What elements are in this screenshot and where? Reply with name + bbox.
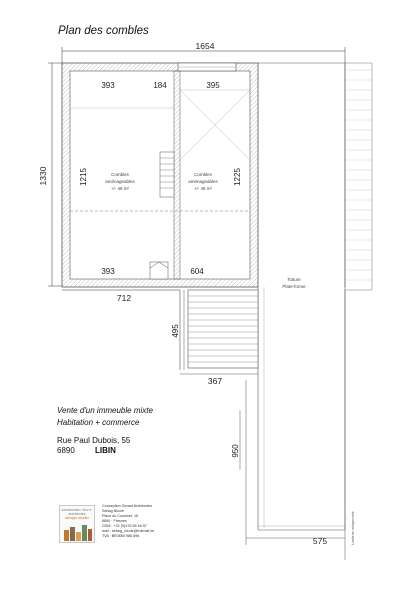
svg-text:Combles: Combles xyxy=(111,172,129,177)
svg-text:aménageables: aménageables xyxy=(188,179,218,184)
building-walls xyxy=(62,63,258,287)
firm-line-6: mail : sébag_nicole@hotmail.be xyxy=(102,529,155,533)
boundary-label: Limite de mitoyenneté xyxy=(351,511,355,545)
svg-text:+/- 46 m²: +/- 46 m² xyxy=(110,186,130,191)
firm-line-5: GSM : +32 (0)476 58 48 97 xyxy=(102,524,147,528)
left-room-top-width: 393 xyxy=(101,81,115,90)
stair-width-label: 367 xyxy=(207,376,223,386)
roof-label xyxy=(282,277,306,289)
svg-text:Plate-forme: Plate-forme xyxy=(282,284,306,289)
firm-logo-brand: design studio xyxy=(65,515,89,520)
building-depth-label: 712 xyxy=(116,293,132,303)
stair-width-dimension xyxy=(180,374,258,386)
terrace-width-label: 575 xyxy=(312,536,328,546)
svg-text:+/- 46 m²: +/- 46 m² xyxy=(193,186,213,191)
overall-height-dimension xyxy=(38,63,62,286)
firm-logo-art xyxy=(63,524,93,541)
roof-terrace xyxy=(258,63,372,530)
terrace-length-label: 950 xyxy=(231,444,240,458)
stair-length-label: 495 xyxy=(171,324,180,338)
firm-logo xyxy=(59,505,95,543)
svg-text:aménageables: aménageables xyxy=(105,179,135,184)
overall-height-label: 1330 xyxy=(38,166,48,186)
boundary-line xyxy=(345,290,355,560)
right-room-bottom-width: 604 xyxy=(190,267,204,276)
firm-line-3: Place du Cousinet, 16 xyxy=(102,514,139,518)
project-postcode: 6890 xyxy=(57,446,75,455)
overall-width-dimension xyxy=(62,41,345,63)
svg-text:Combles: Combles xyxy=(194,172,212,177)
building-depth-dimension xyxy=(62,290,180,303)
left-room-height: 1215 xyxy=(79,168,88,186)
firm-line-4: 6890 · Fresnes xyxy=(102,519,127,523)
firm-line-7: TVA : BE0650 988 898 xyxy=(102,534,140,538)
firm-logo-text: construction ·éco·n· architectes xyxy=(61,508,93,516)
left-room-bottom-width: 393 xyxy=(101,267,115,276)
lower-terrace xyxy=(231,380,345,546)
right-room-height: 1225 xyxy=(233,168,242,186)
overall-width-label: 1654 xyxy=(195,41,215,51)
project-city: LIBIN xyxy=(95,446,116,455)
firm-line-1: Conception Gérant Architectes xyxy=(102,504,153,508)
middle-top-width: 184 xyxy=(153,81,167,90)
right-room-top-width: 395 xyxy=(206,81,220,90)
firm-info xyxy=(102,504,154,539)
project-description xyxy=(57,405,153,429)
project-street: Rue Paul Dubois, 55 xyxy=(57,436,131,445)
project-line-1: Vente d'un immeuble mixte xyxy=(57,406,153,415)
svg-text:Toiture: Toiture xyxy=(287,277,301,282)
firm-line-2: Sébag Nicole xyxy=(102,509,124,513)
exterior-staircase xyxy=(180,290,258,370)
stair-length-dimension xyxy=(171,290,184,370)
project-line-2: Habitation + commerce xyxy=(57,418,140,427)
plan-title: Plan des combles xyxy=(58,25,149,37)
